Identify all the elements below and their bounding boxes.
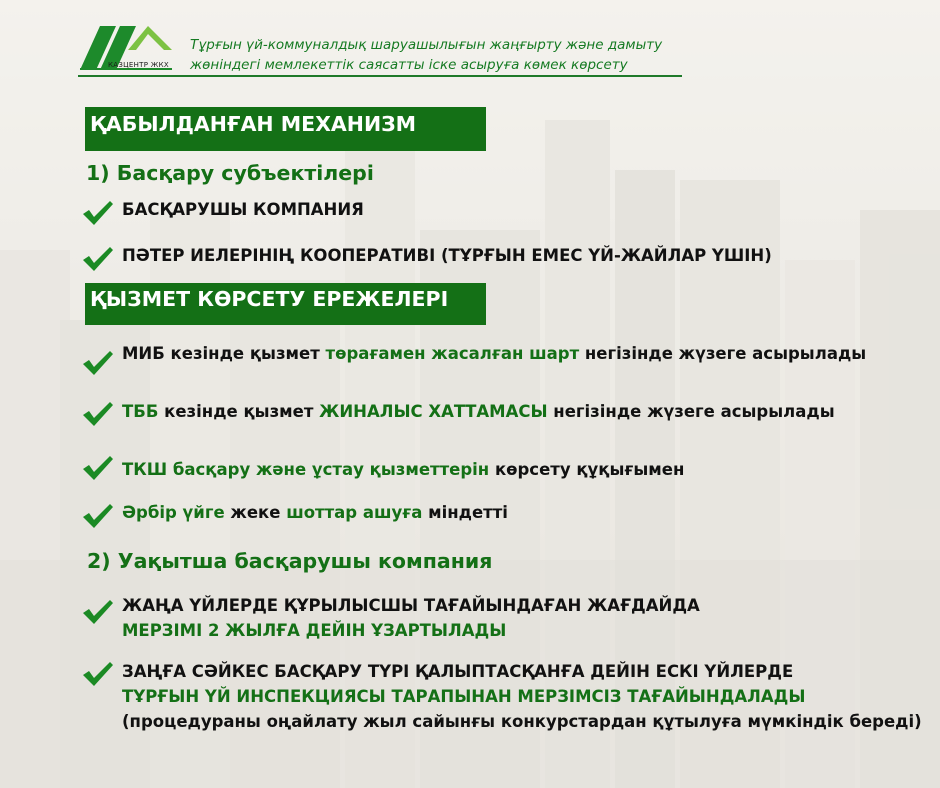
item-text: ЗАҢҒА СӘЙКЕС БАСҚАРУ ТҮРІ ҚАЛЫПТАСҚАНҒА ДЕЙІН ЕСКІ ҮЙЛЕРДЕ ТҰРҒЫН ҮЙ ИНСПЕКЦИЯСЫ ТАРАПЫНАН МЕРЗІМСІЗ ТАҒАЙЫНДАЛАДЫ (процедураны оңайлату жыл сайынғы конкурстардан құтылуға мүмкіндік береді): [122, 662, 922, 731]
tagline-line-2: жөніндегі мемлекеттік саясатты іске асыруға көмек көрсету: [190, 57, 628, 73]
item-text: МИБ кезінде қызмет төрағамен жасалған шарт негізінде жүзеге асырылады: [122, 344, 867, 363]
check-icon: [82, 401, 114, 427]
header-tagline: [190, 35, 662, 75]
check-icon: [82, 661, 114, 687]
section-banner-mechanism: ҚАБЫЛДАНҒАН МЕХАНИЗМ: [85, 107, 486, 151]
item-text: БАСҚАРУШЫ КОМПАНИЯ: [122, 200, 364, 219]
check-icon: [82, 350, 114, 376]
logo-text: КАЗЦЕНТР ЖКХ: [108, 61, 169, 69]
item-text: ТКШ басқару және ұстау қызметтерін көрсету құқығымен: [122, 460, 685, 479]
item-text: ЖАҢА ҮЙЛЕРДЕ ҚҰРЫЛЫСШЫ ТАҒАЙЫНДАҒАН ЖАҒДАЙДА МЕРЗІМІ 2 ЖЫЛҒА ДЕЙІН ҰЗАРТЫЛАДЫ: [122, 596, 700, 640]
check-icon: [82, 503, 114, 529]
header: [78, 20, 682, 80]
check-icon: [82, 455, 114, 481]
check-icon: [82, 200, 114, 226]
item-text: ПӘТЕР ИЕЛЕРІНІҢ КООПЕРАТИВІ (ТҰРҒЫН ЕМЕС ҮЙ-ЖАЙЛАР ҮШІН): [122, 246, 772, 265]
section-banner-service-rules: ҚЫЗМЕТ КӨРСЕТУ ЕРЕЖЕЛЕРІ: [85, 283, 486, 325]
item-text: Әрбір үйге жеке шоттар ашуға міндетті: [122, 503, 508, 522]
tagline-line-1: Тұрғын үй-коммуналдық шаруашылығын жаңғырту және дамыту: [190, 37, 663, 53]
check-icon: [82, 599, 114, 625]
subheading-temporary-company: 2) Уақытша басқарушы компания: [87, 549, 493, 573]
subheading-subjects: 1) Басқару субъектілері: [86, 161, 374, 185]
item-text: ТББ кезінде қызмет ЖИНАЛЫС ХАТТАМАСЫ негізінде жүзеге асырылады: [122, 402, 835, 421]
header-divider: [78, 75, 682, 77]
check-icon: [82, 246, 114, 272]
